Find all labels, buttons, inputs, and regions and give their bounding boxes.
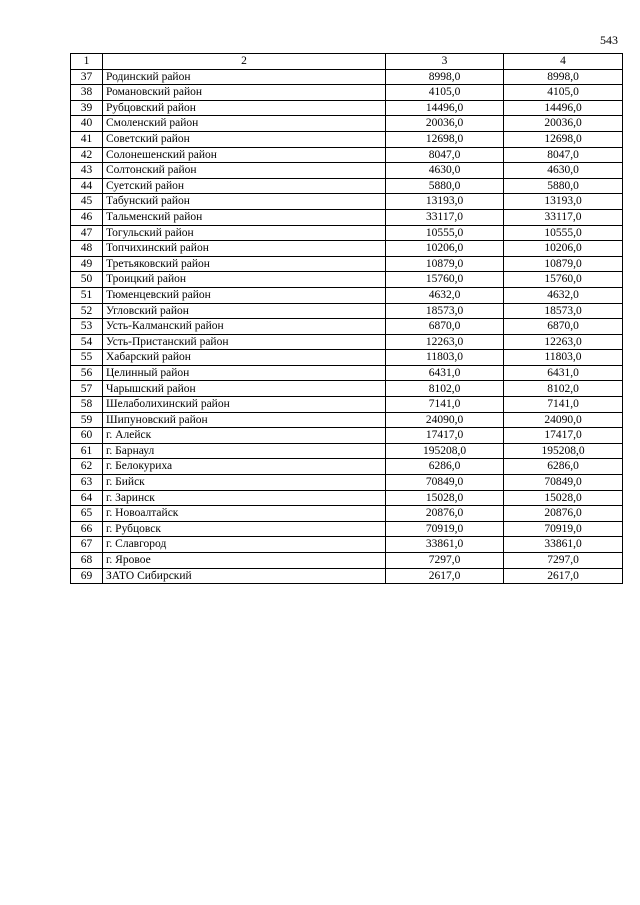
row-number-cell: 59 [71, 412, 103, 428]
district-name-cell: Солтонский район [103, 163, 386, 179]
district-name-cell: Тюменцевский район [103, 287, 386, 303]
page-number: 543 [600, 33, 618, 47]
row-number-cell: 62 [71, 459, 103, 475]
table-row [71, 334, 623, 350]
value-cell-4: 6286,0 [504, 459, 623, 475]
district-name-cell: г. Рубцовск [103, 521, 386, 537]
value-cell-3: 20876,0 [386, 506, 504, 522]
table-row [71, 194, 623, 210]
value-cell-4: 10206,0 [504, 241, 623, 257]
value-cell-4: 7297,0 [504, 553, 623, 569]
row-number-cell: 43 [71, 163, 103, 179]
district-name-cell: г. Новоалтайск [103, 506, 386, 522]
district-name-cell: Третьяковский район [103, 256, 386, 272]
row-number-cell: 64 [71, 490, 103, 506]
table-row [71, 178, 623, 194]
value-cell-4: 4632,0 [504, 287, 623, 303]
value-cell-3: 24090,0 [386, 412, 504, 428]
value-cell-3: 6431,0 [386, 365, 504, 381]
table-row [71, 272, 623, 288]
value-cell-3: 8102,0 [386, 381, 504, 397]
value-cell-4: 20036,0 [504, 116, 623, 132]
table-row [71, 131, 623, 147]
row-number-cell: 56 [71, 365, 103, 381]
row-number-cell: 39 [71, 100, 103, 116]
value-cell-4: 70849,0 [504, 475, 623, 491]
data-table [70, 53, 623, 584]
table-row [71, 225, 623, 241]
value-cell-4: 195208,0 [504, 443, 623, 459]
value-cell-3: 70849,0 [386, 475, 504, 491]
row-number-cell: 42 [71, 147, 103, 163]
table-row [71, 397, 623, 413]
district-name-cell: Целинный район [103, 365, 386, 381]
column-header-3: 3 [386, 54, 504, 70]
value-cell-4: 12263,0 [504, 334, 623, 350]
value-cell-3: 8998,0 [386, 69, 504, 85]
row-number-cell: 45 [71, 194, 103, 210]
row-number-cell: 44 [71, 178, 103, 194]
value-cell-4: 15760,0 [504, 272, 623, 288]
district-name-cell: Суетский район [103, 178, 386, 194]
district-name-cell: Шелаболихинский район [103, 397, 386, 413]
table-row [71, 475, 623, 491]
value-cell-3: 12263,0 [386, 334, 504, 350]
value-cell-3: 17417,0 [386, 428, 504, 444]
row-number-cell: 69 [71, 568, 103, 584]
district-name-cell: Родинский район [103, 69, 386, 85]
table-row [71, 100, 623, 116]
table-row [71, 287, 623, 303]
table-row [71, 490, 623, 506]
value-cell-3: 13193,0 [386, 194, 504, 210]
row-number-cell: 55 [71, 350, 103, 366]
value-cell-4: 8102,0 [504, 381, 623, 397]
row-number-cell: 51 [71, 287, 103, 303]
district-name-cell: Усть-Пристанский район [103, 334, 386, 350]
row-number-cell: 40 [71, 116, 103, 132]
table-row [71, 69, 623, 85]
value-cell-3: 12698,0 [386, 131, 504, 147]
district-name-cell: г. Барнаул [103, 443, 386, 459]
row-number-cell: 66 [71, 521, 103, 537]
district-name-cell: г. Бийск [103, 475, 386, 491]
table-row [71, 319, 623, 335]
value-cell-3: 2617,0 [386, 568, 504, 584]
column-header-1: 1 [71, 54, 103, 70]
value-cell-4: 8047,0 [504, 147, 623, 163]
value-cell-4: 70919,0 [504, 521, 623, 537]
value-cell-4: 12698,0 [504, 131, 623, 147]
value-cell-3: 15028,0 [386, 490, 504, 506]
row-number-cell: 61 [71, 443, 103, 459]
row-number-cell: 37 [71, 69, 103, 85]
table-row [71, 116, 623, 132]
value-cell-4: 6870,0 [504, 319, 623, 335]
value-cell-4: 33861,0 [504, 537, 623, 553]
table-row [71, 553, 623, 569]
value-cell-4: 10555,0 [504, 225, 623, 241]
row-number-cell: 38 [71, 85, 103, 101]
value-cell-3: 4105,0 [386, 85, 504, 101]
value-cell-3: 195208,0 [386, 443, 504, 459]
row-number-cell: 57 [71, 381, 103, 397]
district-name-cell: Смоленский район [103, 116, 386, 132]
column-header-2: 2 [103, 54, 386, 70]
column-header-4: 4 [504, 54, 623, 70]
district-name-cell: Рубцовский район [103, 100, 386, 116]
row-number-cell: 46 [71, 209, 103, 225]
value-cell-3: 4632,0 [386, 287, 504, 303]
table-row [71, 443, 623, 459]
table-row [71, 381, 623, 397]
district-name-cell: Хабарский район [103, 350, 386, 366]
table-row [71, 568, 623, 584]
district-name-cell: Усть-Калманский район [103, 319, 386, 335]
district-name-cell: Троицкий район [103, 272, 386, 288]
row-number-cell: 48 [71, 241, 103, 257]
table-row [71, 537, 623, 553]
table-row [71, 147, 623, 163]
table-row [71, 506, 623, 522]
district-name-cell: г. Славгород [103, 537, 386, 553]
value-cell-4: 10879,0 [504, 256, 623, 272]
value-cell-4: 33117,0 [504, 209, 623, 225]
district-name-cell: г. Белокуриха [103, 459, 386, 475]
value-cell-3: 6286,0 [386, 459, 504, 475]
district-name-cell: Угловский район [103, 303, 386, 319]
table-row [71, 163, 623, 179]
value-cell-4: 6431,0 [504, 365, 623, 381]
row-number-cell: 41 [71, 131, 103, 147]
row-number-cell: 47 [71, 225, 103, 241]
district-name-cell: Тогульский район [103, 225, 386, 241]
district-name-cell: г. Яровое [103, 553, 386, 569]
value-cell-4: 13193,0 [504, 194, 623, 210]
value-cell-4: 15028,0 [504, 490, 623, 506]
value-cell-3: 11803,0 [386, 350, 504, 366]
value-cell-4: 11803,0 [504, 350, 623, 366]
value-cell-3: 10879,0 [386, 256, 504, 272]
row-number-cell: 54 [71, 334, 103, 350]
value-cell-4: 18573,0 [504, 303, 623, 319]
district-name-cell: Романовский район [103, 85, 386, 101]
row-number-cell: 67 [71, 537, 103, 553]
table-row [71, 209, 623, 225]
table-row [71, 428, 623, 444]
table-row [71, 85, 623, 101]
value-cell-3: 10206,0 [386, 241, 504, 257]
table-row [71, 412, 623, 428]
value-cell-3: 70919,0 [386, 521, 504, 537]
row-number-cell: 50 [71, 272, 103, 288]
district-name-cell: Шипуновский район [103, 412, 386, 428]
table-body [71, 69, 623, 584]
value-cell-3: 15760,0 [386, 272, 504, 288]
row-number-cell: 52 [71, 303, 103, 319]
district-name-cell: Солонешенский район [103, 147, 386, 163]
district-name-cell: Табунский район [103, 194, 386, 210]
value-cell-4: 7141,0 [504, 397, 623, 413]
value-cell-3: 7297,0 [386, 553, 504, 569]
table-row [71, 303, 623, 319]
value-cell-4: 4105,0 [504, 85, 623, 101]
value-cell-3: 33861,0 [386, 537, 504, 553]
value-cell-3: 5880,0 [386, 178, 504, 194]
table-row [71, 459, 623, 475]
value-cell-3: 14496,0 [386, 100, 504, 116]
district-name-cell: ЗАТО Сибирский [103, 568, 386, 584]
district-name-cell: г. Заринск [103, 490, 386, 506]
row-number-cell: 68 [71, 553, 103, 569]
value-cell-3: 8047,0 [386, 147, 504, 163]
row-number-cell: 60 [71, 428, 103, 444]
value-cell-4: 20876,0 [504, 506, 623, 522]
value-cell-3: 18573,0 [386, 303, 504, 319]
district-name-cell: Чарышский район [103, 381, 386, 397]
value-cell-4: 5880,0 [504, 178, 623, 194]
value-cell-4: 17417,0 [504, 428, 623, 444]
value-cell-3: 7141,0 [386, 397, 504, 413]
value-cell-3: 20036,0 [386, 116, 504, 132]
row-number-cell: 58 [71, 397, 103, 413]
row-number-cell: 49 [71, 256, 103, 272]
district-name-cell: г. Алейск [103, 428, 386, 444]
value-cell-4: 8998,0 [504, 69, 623, 85]
value-cell-4: 4630,0 [504, 163, 623, 179]
table-row [71, 521, 623, 537]
value-cell-3: 33117,0 [386, 209, 504, 225]
row-number-cell: 53 [71, 319, 103, 335]
value-cell-3: 6870,0 [386, 319, 504, 335]
value-cell-3: 4630,0 [386, 163, 504, 179]
value-cell-4: 2617,0 [504, 568, 623, 584]
table-row [71, 350, 623, 366]
table-row [71, 365, 623, 381]
table-row [71, 256, 623, 272]
row-number-cell: 65 [71, 506, 103, 522]
table-row [71, 241, 623, 257]
district-name-cell: Тальменский район [103, 209, 386, 225]
value-cell-3: 10555,0 [386, 225, 504, 241]
district-name-cell: Советский район [103, 131, 386, 147]
value-cell-4: 24090,0 [504, 412, 623, 428]
value-cell-4: 14496,0 [504, 100, 623, 116]
header-row [71, 54, 623, 70]
row-number-cell: 63 [71, 475, 103, 491]
district-name-cell: Топчихинский район [103, 241, 386, 257]
